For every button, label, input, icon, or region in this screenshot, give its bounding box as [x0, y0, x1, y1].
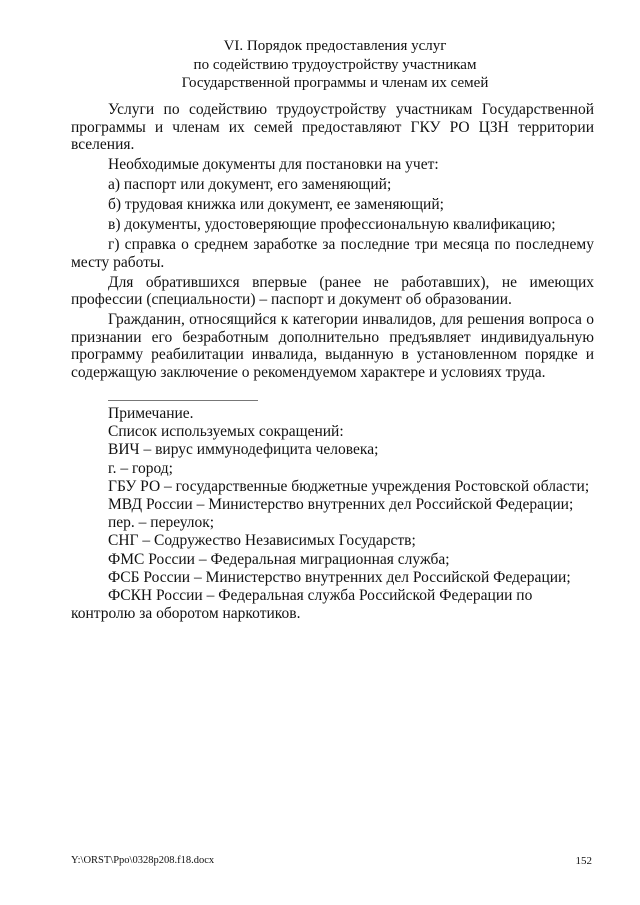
paragraph: Для обратившихся впервые (ранее не работавших), не имеющих профессии (специальности) – паспорт и документ об образовании.: [71, 273, 594, 308]
abbreviation-item: ГБУ РО – государственные бюджетные учреждения Ростовской области;: [108, 477, 590, 495]
section-heading: [80, 37, 590, 93]
abbreviation-item: ВИЧ – вирус иммунодефицита человека;: [108, 441, 379, 459]
abbreviation-item: ФМС России – Федеральная миграционная служба;: [108, 550, 450, 568]
footnote-divider: [108, 400, 258, 401]
paragraph: б) трудовая книжка или документ, ее заменяющий;: [108, 196, 444, 213]
footer-file-path: Y:\ORST\Ppo\0328p208.f18.docx: [71, 855, 215, 866]
paragraph: Гражданин, относящийся к категории инвалидов, для решения вопроса о признании его безработным дополнительно предъявляет индивидуальную программу реабилитации инвалида, выданную в установленном порядке и содержащую заключение о рекомендуемом характере и условиях труда.: [71, 311, 594, 381]
paragraph: Необходимые документы для постановки на учет:: [108, 156, 439, 173]
abbreviation-item: г. – город;: [108, 459, 173, 477]
abbreviation-item: пер. – переулок;: [108, 514, 215, 532]
page-number: 152: [575, 855, 592, 867]
paragraph: в) документы, удостоверяющие профессиональную квалификацию;: [108, 216, 556, 233]
paragraph: г) справка о среднем заработке за последние три месяца по последнему месту работы.: [71, 236, 594, 271]
abbreviation-item: СНГ – Содружество Независимых Государств;: [108, 532, 416, 550]
body-text: [71, 101, 594, 384]
footnote-notes: [71, 405, 594, 623]
paragraph: а) паспорт или документ, его заменяющий;: [108, 176, 392, 193]
heading-line: Государственной программы и членам их семей: [181, 75, 489, 91]
heading-line: по содействию трудоустройству участникам: [193, 56, 477, 73]
paragraph: Услуги по содействию трудоустройству участникам Государственной программы и членам их семей предоставляют ГКУ РО ЦЗН территории вселения.: [71, 101, 594, 153]
notes-title: Примечание.: [108, 405, 194, 422]
heading-line: VI. Порядок предоставления услуг: [223, 38, 447, 54]
abbreviation-item: ФСКН России – Федеральная служба Российской Федерации по контролю за оборотом наркотиков.: [71, 587, 533, 623]
abbreviation-item: ФСБ России – Министерство внутренних дел Российской Федерации;: [108, 568, 571, 586]
abbreviations-title: Список используемых сокращений:: [108, 423, 344, 441]
abbreviation-item: МВД России – Министерство внутренних дел Российской Федерации;: [108, 496, 574, 514]
